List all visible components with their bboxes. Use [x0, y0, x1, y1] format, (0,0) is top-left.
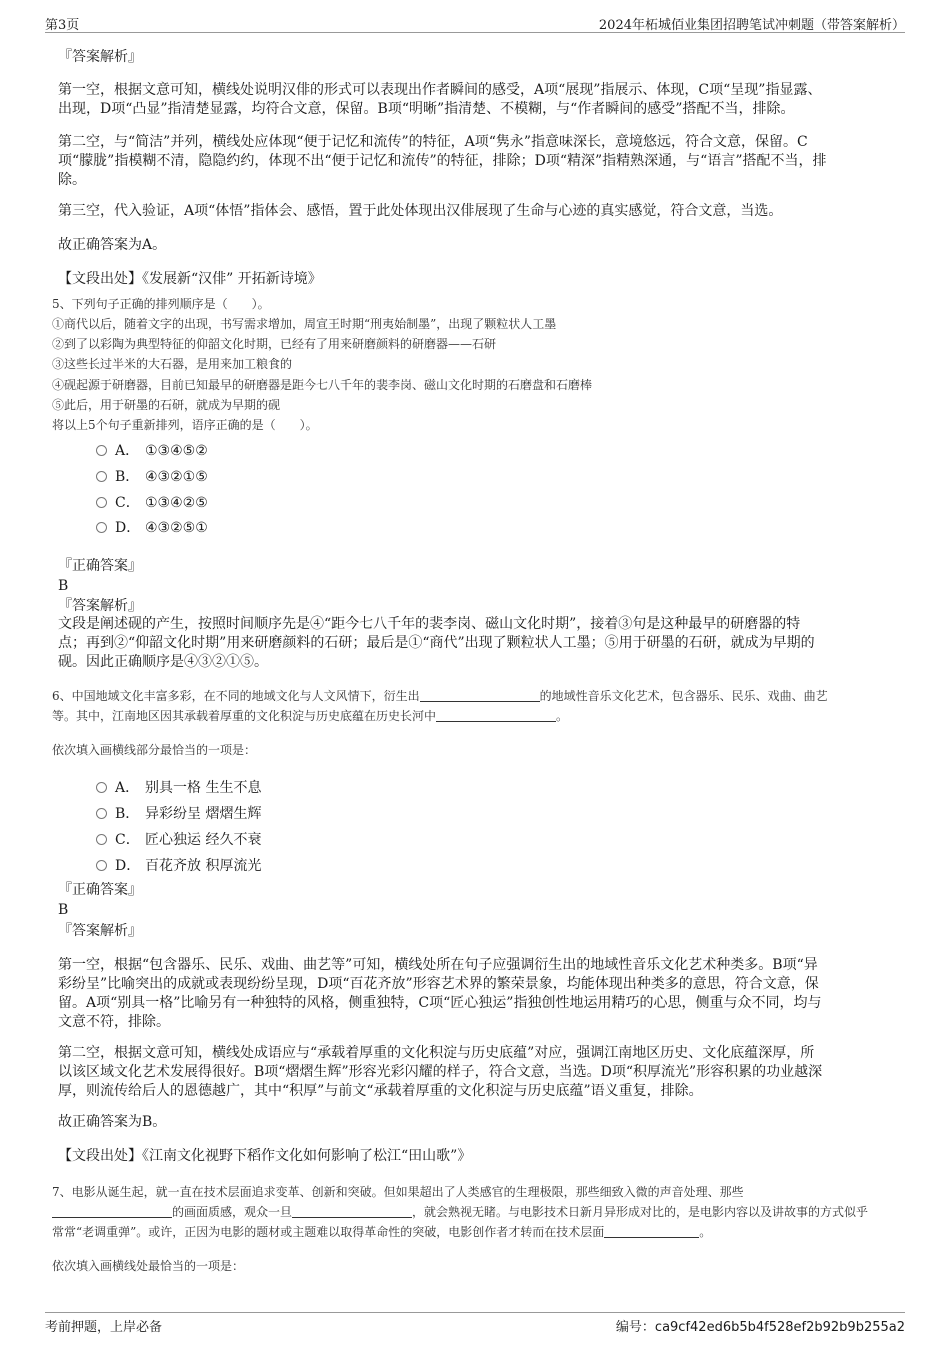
page-number: 第3页 — [45, 18, 80, 33]
text-line: 的画面质感，观众一旦 ，就会熟视无睹。与电影技术日新月异形成对比的，是电影内容以及讲故事的方式似乎 — [52, 1203, 868, 1221]
q6-analysis-para2 — [58, 1044, 822, 1101]
fill-blank — [436, 709, 556, 722]
q5-option-c[interactable] — [96, 492, 208, 512]
option-label: B． — [115, 469, 140, 485]
text-line: 厚，则流传给后人的恩德越广，其中“积厚”与前文“承载着厚重的文化积淀与历史底蕴”语义重复，排除。 — [58, 1083, 703, 1099]
q6-prompt: 依次填入画横线部分最恰当的一项是： — [52, 743, 257, 757]
q4-analysis-para1 — [58, 81, 821, 119]
text-line: 文段是阐述砚的产生，按照时间顺序先是④“距今七八千年的裴李岗、磁山文化时期”，接着③句是这种最早的研磨器的特 — [58, 616, 801, 632]
text-line: 7、电影从诞生起，就一直在技术层面追求变革、创新和突破。但如果超出了人类感官的生理极限，那些细致入微的声音处理、那些 — [52, 1185, 744, 1199]
q7-prompt: 依次填入画横线处最恰当的一项是： — [52, 1259, 245, 1273]
fill-blank — [420, 689, 540, 702]
q5-stem: 5、下列句子正确的排列顺序是（ ）。 — [52, 297, 270, 311]
text-line: 彩纷呈”比喻突出的成就或表现纷纷呈现，D项“百花齐放”形容艺术界的繁荣景象，均能体现出种类多的意思，符合文意，保 — [58, 976, 819, 992]
page-footer — [45, 1312, 905, 1335]
text-line: 以该区域文化艺术发展得很好。B项“熠熠生辉”形容光彩闪耀的样子，符合文意，当选。D项“积厚流光”形容积累的功业越深 — [58, 1064, 823, 1080]
q4-analysis-para2 — [58, 133, 826, 190]
radio-icon[interactable] — [96, 860, 107, 871]
q6-analysis-para1 — [58, 956, 821, 1032]
option-label: D． — [115, 520, 141, 536]
q5-analysis — [58, 615, 815, 672]
option-text: ①③④②⑤ — [145, 495, 208, 511]
q5-sentence-1: ①商代以后，随着文字的出现，书写需求增加，周宣王时期“刑夷始制墨”，出现了颗粒状人工墨 — [52, 317, 557, 331]
page-header — [45, 12, 905, 33]
text-line: 砚。因此正确顺序是④③②①⑤。 — [58, 654, 268, 670]
q6-option-c[interactable] — [96, 829, 261, 849]
option-label: C． — [115, 832, 140, 848]
q5-sentence-4: ④砚起源于研磨器，目前已知最早的研磨器是距今七八千年的裴李岗、磁山文化时期的石磨盘和石磨棒 — [52, 378, 593, 392]
option-label: A． — [115, 443, 140, 459]
text-line: 除。 — [58, 172, 86, 188]
q6-option-b[interactable] — [96, 803, 261, 823]
option-label: A． — [115, 780, 140, 796]
q5-answer: B — [58, 578, 69, 594]
fill-blank — [52, 1205, 172, 1218]
text-line: 6、中国地域文化丰富多彩，在不同的地域文化与人文风情下，衍生出 的地域性音乐文化艺术，包含器乐、民乐、戏曲、曲艺 — [52, 689, 828, 703]
q6-stem — [52, 687, 828, 725]
q5-analysis-title: 『答案解析』 — [58, 598, 142, 614]
q7-stem — [52, 1183, 868, 1241]
q5-sentence-5: ⑤此后，用于研墨的石研，就成为早期的砚 — [52, 398, 281, 412]
q6-answer: B — [58, 902, 69, 918]
text-line: 第一空，根据文意可知，横线处说明汉俳的形式可以表现出作者瞬间的感受，A项“展现”指展示、体现，C项“呈现”指显露、 — [58, 82, 822, 98]
q5-option-d[interactable] — [96, 517, 208, 537]
radio-icon[interactable] — [96, 782, 107, 793]
text-line: 第二空，根据文意可知，横线处成语应与“承载着厚重的文化积淀与历史底蕴”对应，强调江南地区历史、文化底蕴深厚，所 — [58, 1045, 815, 1061]
q6-answer-title: 『正确答案』 — [58, 882, 142, 898]
option-text: ④③②⑤① — [145, 520, 208, 536]
q4-analysis-title: 『答案解析』 — [58, 49, 142, 65]
text-line: 出现，D项“凸显”指清楚显露，均符合文意，保留。B项“明晰”指清楚、不模糊，与“作者瞬间的感受”搭配不当，排除。 — [58, 101, 795, 117]
q6-option-d[interactable] — [96, 855, 261, 875]
fill-blank — [292, 1205, 412, 1218]
q6-conclusion: 故正确答案为B。 — [58, 1114, 167, 1130]
q5-sentence-2: ②到了以彩陶为典型特征的仰韶文化时期，已经有了用来研磨颜料的研磨器——石研 — [52, 337, 497, 351]
q4-analysis-para3: 第三空，代入验证，A项“体悟”指体会、感悟，置于此处体现出汉俳展现了生命与心迹的真实感觉，符合文意，当选。 — [58, 203, 783, 219]
fill-blank — [604, 1225, 699, 1238]
q4-source: 【文段出处】《发展新“汉俳” 开拓新诗境》 — [58, 271, 322, 287]
q5-option-b[interactable] — [96, 466, 208, 486]
q6-option-a[interactable] — [96, 777, 261, 797]
option-text: 匠心独运 经久不衰 — [145, 832, 262, 848]
option-label: D． — [115, 858, 141, 874]
radio-icon[interactable] — [96, 834, 107, 845]
document-code: 编号：ca9cf42ed6b5b4f528ef2b92b9b255a2 — [615, 1320, 905, 1335]
radio-icon[interactable] — [96, 471, 107, 482]
radio-icon[interactable] — [96, 497, 107, 508]
option-text: 百花齐放 积厚流光 — [145, 858, 262, 874]
q5-prompt: 将以上5个句子重新排列，语序正确的是（ ）。 — [52, 418, 318, 432]
q5-sentence-3: ③这些长过半米的大石器，是用来加工粮食的 — [52, 357, 293, 371]
document-title: 2024年柘城佰业集团招聘笔试冲刺题（带答案解析） — [598, 18, 905, 33]
q4-conclusion: 故正确答案为A。 — [58, 237, 167, 253]
text-line: 项“朦胧”指模糊不清，隐隐约约，体现不出“便于记忆和流传”的特征，排除；D项“精深”指精熟深通，与“语言”搭配不当，排 — [58, 153, 827, 169]
radio-icon[interactable] — [96, 522, 107, 533]
text-line: 等。其中，江南地区因其承载着厚重的文化积淀与历史底蕴在历史长河中 。 — [52, 709, 569, 723]
q5-option-a[interactable] — [96, 440, 208, 460]
text-line: 第二空，与“简洁”并列，横线处应体现“便于记忆和流传”的特征，A项“隽永”指意味深长，意境悠远，符合文意，保留。C — [58, 134, 808, 150]
option-label: B． — [115, 806, 140, 822]
text-line: 常常“老调重弹”。或许，正因为电影的题材或主题难以取得革命性的突破，电影创作者才转而在技术层面 。 — [52, 1225, 712, 1239]
q6-source: 【文段出处】《江南文化视野下稻作文化如何影响了松江“田山歌”》 — [58, 1148, 472, 1164]
text-line: 第一空，根据“包含器乐、民乐、戏曲、曲艺等”可知，横线处所在句子应强调衍生出的地域性音乐文化艺术种类多。B项“异 — [58, 957, 818, 973]
option-text: ④③②①⑤ — [145, 469, 208, 485]
radio-icon[interactable] — [96, 808, 107, 819]
option-text: ①③④⑤② — [145, 443, 208, 459]
radio-icon[interactable] — [96, 445, 107, 456]
q6-analysis-title: 『答案解析』 — [58, 923, 142, 939]
option-text: 别具一格 生生不息 — [145, 780, 262, 796]
q5-answer-title: 『正确答案』 — [58, 558, 142, 574]
option-text: 异彩纷呈 熠熠生辉 — [145, 806, 262, 822]
footer-slogan: 考前押题，上岸必备 — [45, 1320, 163, 1335]
text-line: 点；再到②“仰韶文化时期”用来研磨颜料的石研；最后是①“商代”出现了颗粒状人工墨；⑤用于研墨的石研，就成为早期的 — [58, 635, 815, 651]
option-label: C． — [115, 495, 140, 511]
text-line: 留。A项“别具一格”比喻另有一种独特的风格，侧重独特，C项“匠心独运”指独创性地运用精巧的心思，侧重与众不同，均与 — [58, 995, 822, 1011]
text-line: 文意不符，排除。 — [58, 1014, 170, 1030]
